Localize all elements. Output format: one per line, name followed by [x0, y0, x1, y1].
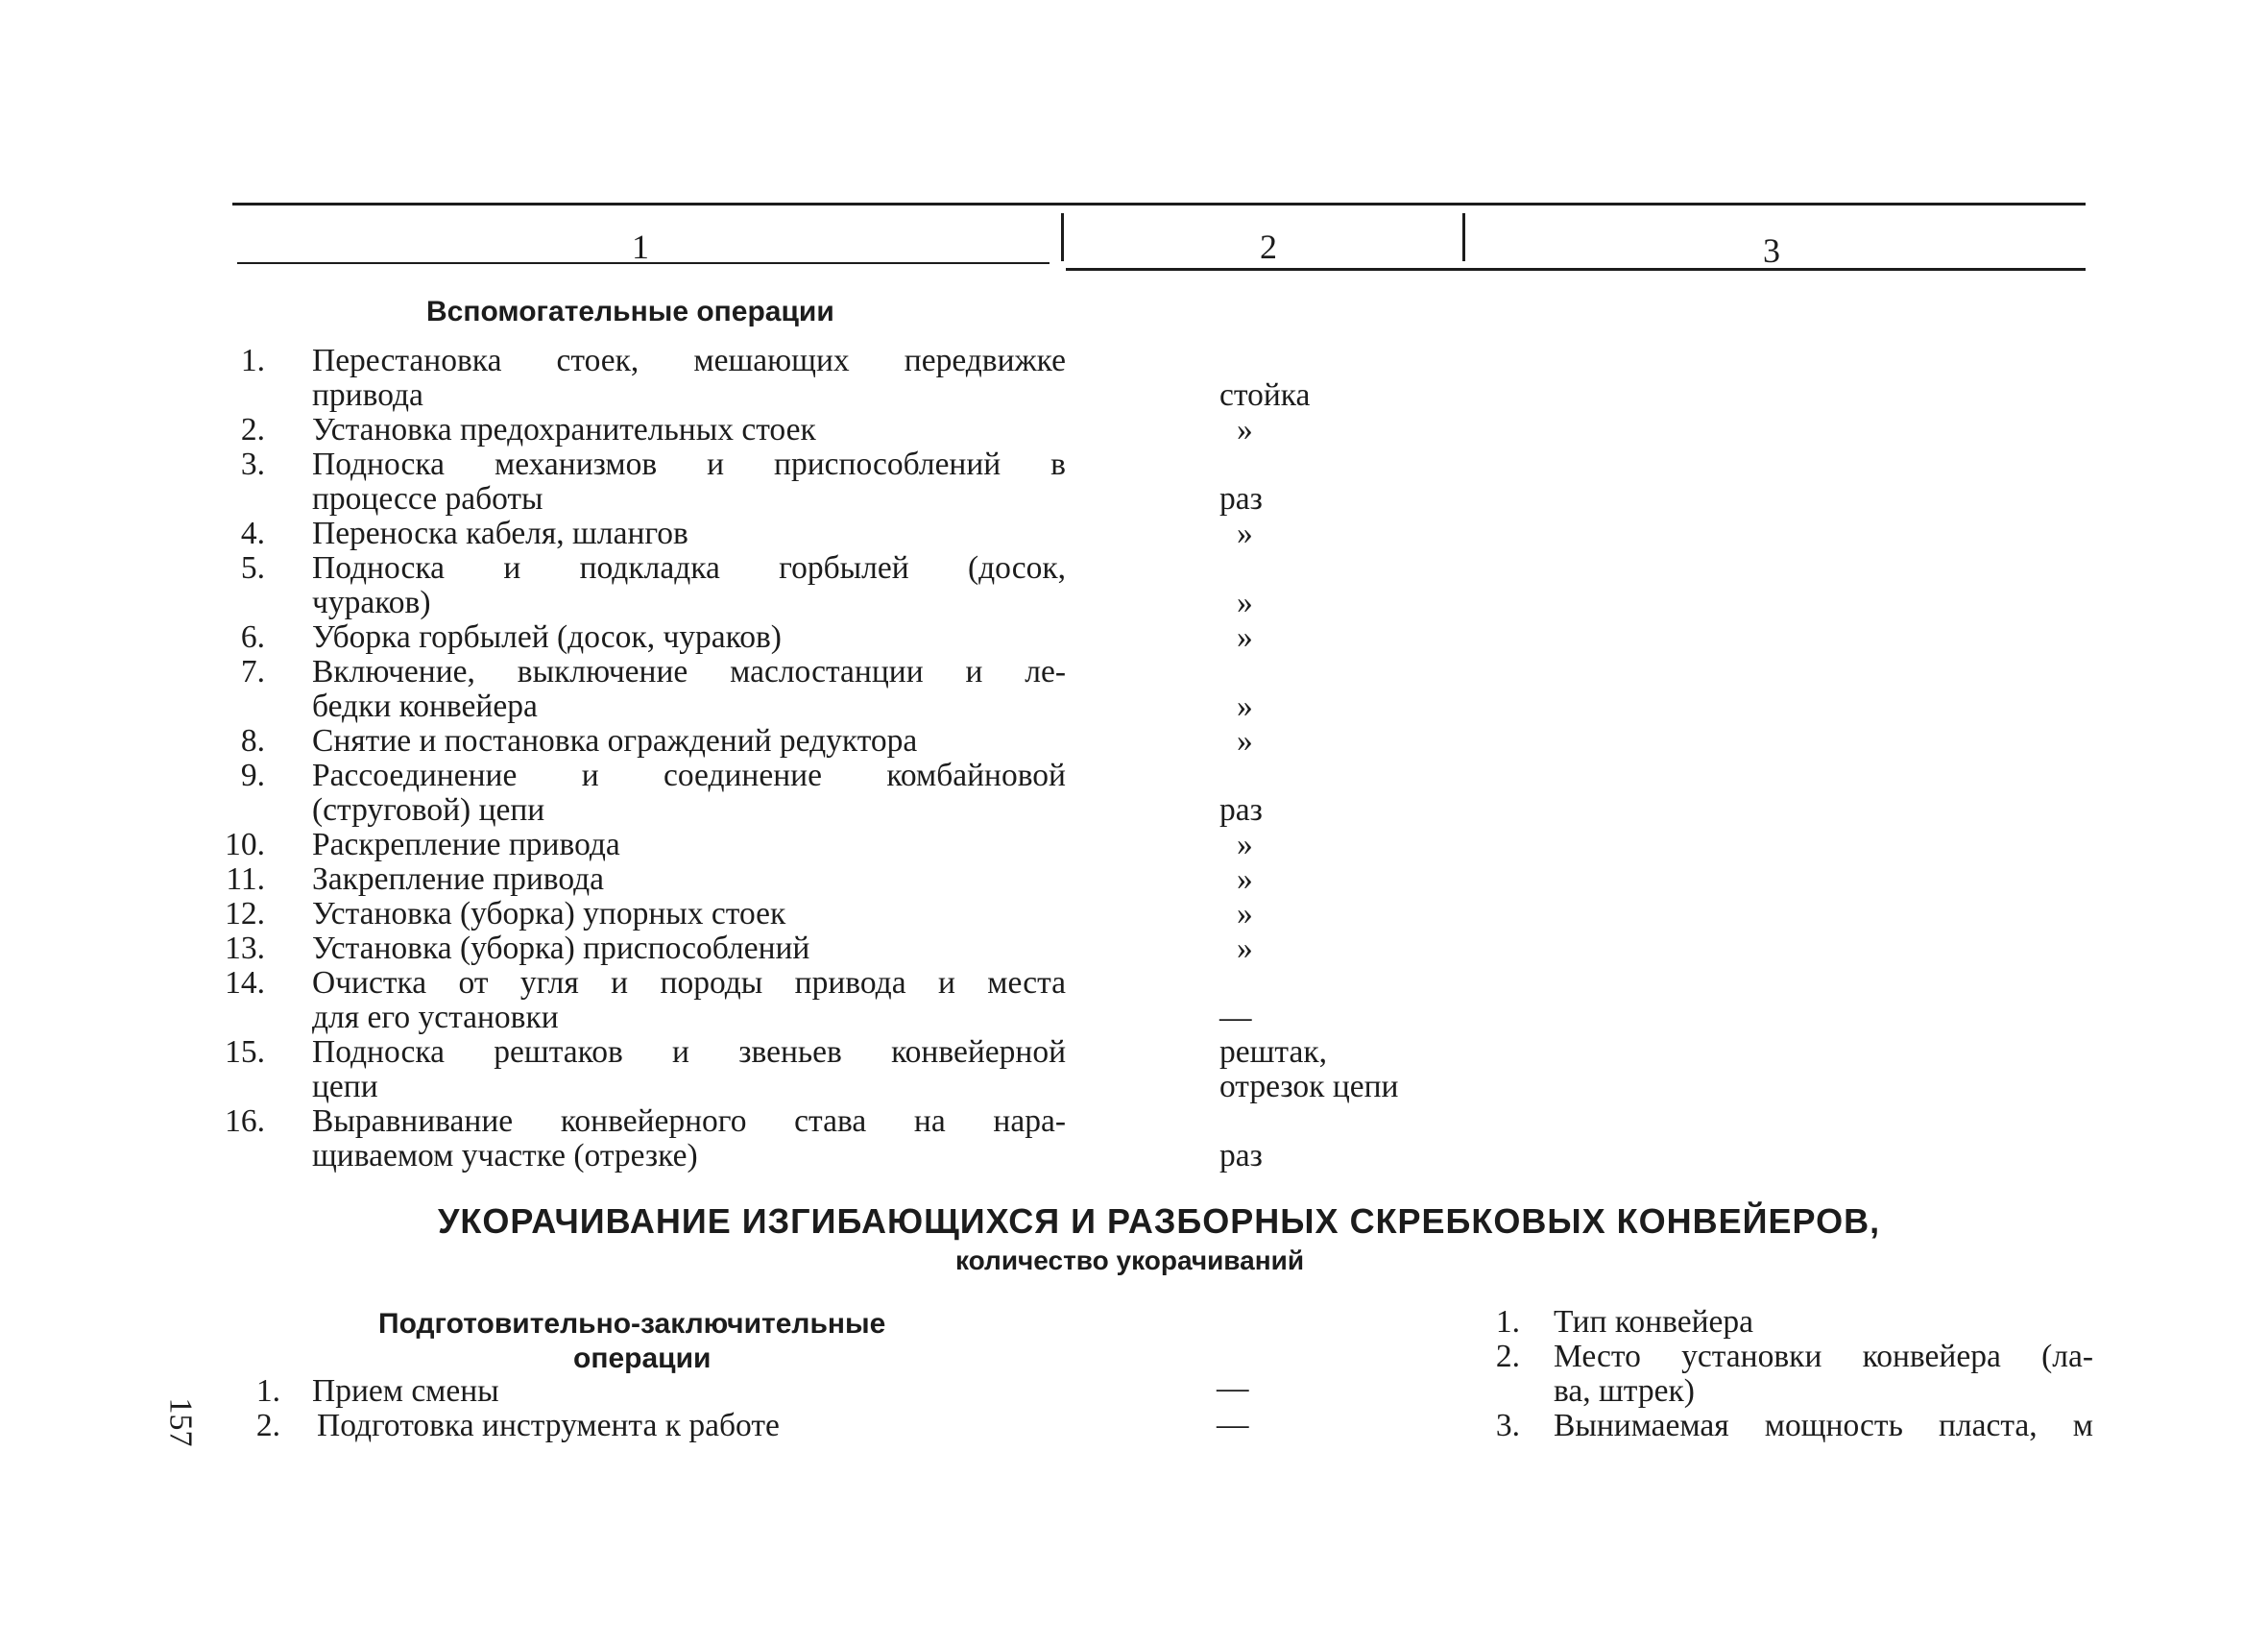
aux-item-text: Рассоединение и соединение комбайновой: [312, 758, 1066, 793]
aux-item-number: 6.: [240, 619, 265, 655]
aux-item-unit: »: [1237, 896, 1253, 931]
prep-item-number: 1.: [255, 1373, 280, 1409]
aux-item-text-continued: чураков): [312, 585, 431, 620]
aux-item-text: Подноска и подкладка горбылей (досок,: [312, 550, 1066, 586]
aux-item-number: 10.: [225, 827, 265, 862]
aux-item-text: Подноска механизмов и приспособлений в: [312, 447, 1066, 482]
section-title: УКОРАЧИВАНИЕ ИЗГИБАЮЩИХСЯ И РАЗБОРНЫХ СКРЕБКОВЫХ КОНВЕЙЕРОВ,: [438, 1201, 1881, 1241]
column-number-2: 2: [1260, 228, 1277, 266]
aux-item-text-continued: бедки конвейера: [312, 689, 538, 724]
factor-number: 2.: [1495, 1339, 1520, 1374]
aux-item-number: 14.: [225, 965, 265, 1001]
aux-item-text-continued: цепи: [312, 1069, 378, 1104]
column-number-3: 3: [1763, 231, 1780, 270]
aux-item-text: Выравнивание конвейерного става на нара-: [312, 1103, 1066, 1139]
factor-text-continued: ва, штрек): [1554, 1373, 1695, 1409]
aux-item-unit: »: [1237, 585, 1253, 620]
aux-item-text: Подноска рештаков и звеньев конвейерной: [312, 1034, 1066, 1070]
aux-item-number: 15.: [225, 1034, 265, 1070]
aux-item-unit: —: [1219, 1000, 1252, 1035]
prep-item-unit: —: [1217, 1370, 1249, 1406]
aux-item-unit: »: [1237, 827, 1253, 862]
aux-item-text: Включение, выключение маслостанции и ле-: [312, 654, 1066, 689]
aux-item-unit: раз: [1219, 1138, 1263, 1173]
page-number: 157: [162, 1397, 199, 1447]
aux-item-unit: »: [1237, 723, 1253, 759]
aux-item-number: 2.: [240, 412, 265, 448]
aux-item-text: Уборка горбылей (досок, чураков): [312, 619, 782, 655]
header-bottom-rule-right: [1066, 268, 2086, 271]
header-top-rule: [232, 203, 2086, 206]
aux-item-text: Очистка от угля и породы привода и места: [312, 965, 1066, 1001]
prep-heading-line1: Подготовительно-заключительные: [378, 1308, 886, 1340]
factor-text: Вынимаемая мощность пласта, м: [1554, 1408, 2093, 1443]
aux-item-unit: стойка: [1219, 377, 1311, 413]
aux-item-text: Перестановка стоек, мешающих передвижке: [312, 343, 1066, 378]
factor-number: 1.: [1495, 1304, 1520, 1340]
aux-item-number: 5.: [240, 550, 265, 586]
aux-item-text-continued: процессе работы: [312, 481, 543, 517]
prep-item-unit: —: [1217, 1407, 1249, 1442]
aux-item-unit-continued: отрезок цепи: [1219, 1069, 1399, 1104]
header-divider-1: [1061, 213, 1064, 261]
aux-item-text: Снятие и постановка ограждений редуктора: [312, 723, 918, 759]
prep-item-text: Прием смены: [312, 1373, 499, 1409]
factor-text: Тип конвейера: [1554, 1304, 1754, 1340]
aux-item-unit: »: [1237, 861, 1253, 897]
aux-item-text-continued: (струговой) цепи: [312, 792, 545, 828]
prep-item-number: 2.: [255, 1408, 280, 1443]
aux-item-text: Установка предохранительных стоек: [312, 412, 816, 448]
aux-item-number: 12.: [225, 896, 265, 931]
aux-item-number: 11.: [226, 861, 265, 897]
aux-item-unit: рештак,: [1219, 1034, 1327, 1070]
aux-item-text: Установка (уборка) приспособлений: [312, 931, 810, 966]
aux-item-number: 3.: [240, 447, 265, 482]
aux-item-text: Закрепление привода: [312, 861, 605, 897]
aux-item-unit: »: [1237, 689, 1253, 724]
aux-item-unit: »: [1237, 931, 1253, 966]
aux-item-text-continued: щиваемом участке (отрезке): [312, 1138, 698, 1173]
aux-item-unit: раз: [1219, 481, 1263, 517]
aux-item-text-continued: для его установки: [312, 1000, 559, 1035]
aux-item-number: 8.: [240, 723, 265, 759]
aux-item-text-continued: привода: [312, 377, 423, 413]
section-subtitle: количество укорачиваний: [955, 1246, 1305, 1275]
aux-item-text: Раскрепление привода: [312, 827, 620, 862]
aux-item-number: 9.: [240, 758, 265, 793]
aux-item-number: 1.: [240, 343, 265, 378]
aux-heading: Вспомогательные операции: [426, 296, 834, 327]
aux-item-text: Установка (уборка) упорных стоек: [312, 896, 786, 931]
aux-item-text: Переноска кабеля, шлангов: [312, 516, 688, 551]
aux-item-number: 7.: [240, 654, 265, 689]
factor-number: 3.: [1495, 1408, 1520, 1443]
aux-item-unit: раз: [1219, 792, 1263, 828]
factor-text: Место установки конвейера (ла-: [1554, 1339, 2093, 1374]
prep-item-text: Подготовка инструмента к работе: [317, 1408, 780, 1443]
prep-heading-line2: операции: [573, 1343, 712, 1374]
aux-item-number: 13.: [225, 931, 265, 966]
header-divider-2: [1462, 213, 1465, 261]
column-number-1: 1: [632, 228, 649, 266]
aux-item-number: 16.: [225, 1103, 265, 1139]
aux-item-number: 4.: [240, 516, 265, 551]
aux-item-unit: »: [1237, 516, 1253, 551]
aux-item-unit: »: [1237, 619, 1253, 655]
aux-item-unit: »: [1237, 412, 1253, 448]
